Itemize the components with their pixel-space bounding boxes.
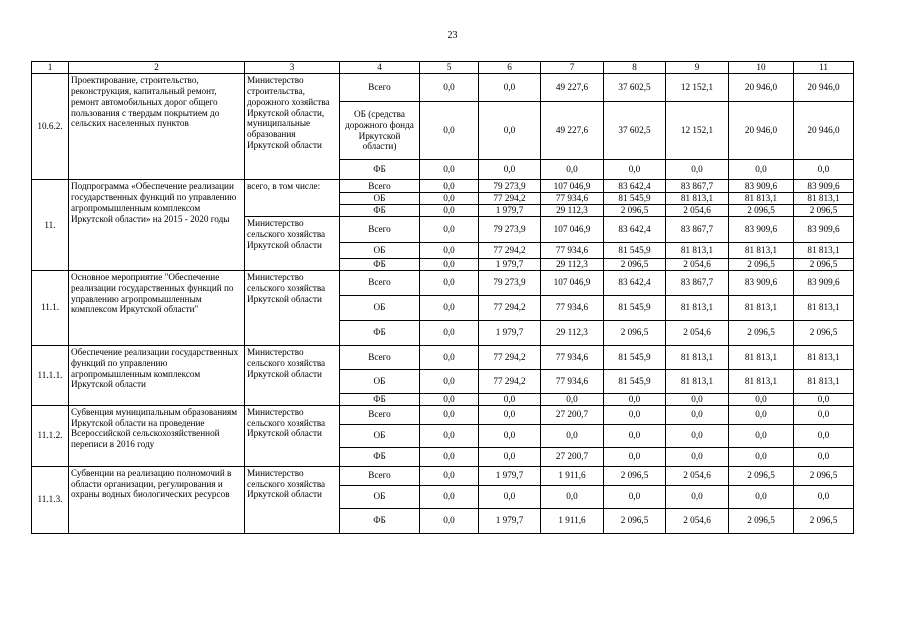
amount-cell: 0,0 xyxy=(794,393,854,405)
amount-cell: 2 096,5 xyxy=(729,466,794,485)
funding-source: ОБ xyxy=(340,295,420,320)
column-header: 8 xyxy=(604,62,666,74)
amount-cell: 2 054,6 xyxy=(666,320,729,345)
amount-cell: 77 294,2 xyxy=(479,193,541,205)
amount-cell: 1 979,7 xyxy=(479,466,541,485)
amount-cell: 0,0 xyxy=(541,160,604,180)
amount-cell: 0,0 xyxy=(794,160,854,180)
amount-cell: 83 909,6 xyxy=(729,180,794,193)
amount-cell: 81 813,1 xyxy=(794,295,854,320)
amount-cell: 77 934,6 xyxy=(541,295,604,320)
table-row xyxy=(32,466,854,485)
amount-cell: 79 273,9 xyxy=(479,216,541,242)
item-name: Субвенции на реализацию полномочий в области организации, регулирования и охраны водных биологических ресурсов xyxy=(69,466,245,533)
amount-cell: 81 813,1 xyxy=(729,242,794,258)
amount-cell: 81 813,1 xyxy=(729,345,794,369)
amount-cell: 77 294,2 xyxy=(479,345,541,369)
amount-cell: 83 909,6 xyxy=(794,180,854,193)
page-number: 23 xyxy=(447,30,458,41)
amount-cell: 81 545,9 xyxy=(604,295,666,320)
item-name: Обеспечение реализации государственных функций по управлению агропромышленным комплексом Иркутской области xyxy=(69,345,245,405)
funding-source: ФБ xyxy=(340,160,420,180)
funding-source: Всего xyxy=(340,466,420,485)
amount-cell: 37 602,5 xyxy=(604,74,666,102)
amount-cell: 2 054,6 xyxy=(666,466,729,485)
amount-cell: 1 911,6 xyxy=(541,508,604,533)
amount-cell: 0,0 xyxy=(420,74,479,102)
amount-cell: 81 813,1 xyxy=(666,345,729,369)
amount-cell: 81 545,9 xyxy=(604,242,666,258)
funding-source: ФБ xyxy=(340,393,420,405)
amount-cell: 29 112,3 xyxy=(541,258,604,270)
amount-cell: 0,0 xyxy=(604,393,666,405)
item-name: Основное мероприятие "Обеспечение реализации государственных функций по управлению агропромышленным комплексом Иркутской области" xyxy=(69,270,245,345)
amount-cell: 0,0 xyxy=(666,160,729,180)
amount-cell: 2 096,5 xyxy=(729,508,794,533)
amount-cell: 2 054,6 xyxy=(666,258,729,270)
amount-cell: 0,0 xyxy=(420,180,479,193)
amount-cell: 81 545,9 xyxy=(604,369,666,393)
funding-source: ОБ xyxy=(340,242,420,258)
amount-cell: 81 813,1 xyxy=(729,193,794,205)
funding-source: ФБ xyxy=(340,508,420,533)
item-number: 11. xyxy=(32,180,69,271)
amount-cell: 0,0 xyxy=(420,242,479,258)
item-name: Субвенция муниципальным образованиям Иркутской области на проведение Всероссийской сельскохозяйственной переписи в 2016 году xyxy=(69,405,245,466)
amount-cell: 77 934,6 xyxy=(541,345,604,369)
amount-cell: 83 642,4 xyxy=(604,216,666,242)
amount-cell: 0,0 xyxy=(604,447,666,466)
amount-cell: 1 979,7 xyxy=(479,320,541,345)
amount-cell: 0,0 xyxy=(479,160,541,180)
amount-cell: 0,0 xyxy=(604,424,666,447)
amount-cell: 0,0 xyxy=(541,424,604,447)
funding-source: ОБ xyxy=(340,369,420,393)
amount-cell: 0,0 xyxy=(420,216,479,242)
amount-cell: 0,0 xyxy=(666,485,729,508)
amount-cell: 79 273,9 xyxy=(479,270,541,295)
amount-cell: 107 046,9 xyxy=(541,270,604,295)
amount-cell: 81 813,1 xyxy=(666,193,729,205)
amount-cell: 83 867,7 xyxy=(666,216,729,242)
amount-cell: 77 934,6 xyxy=(541,193,604,205)
amount-cell: 0,0 xyxy=(420,369,479,393)
amount-cell: 2 096,5 xyxy=(794,466,854,485)
funding-source: Всего xyxy=(340,270,420,295)
amount-cell: 0,0 xyxy=(604,405,666,424)
amount-cell: 0,0 xyxy=(479,102,541,160)
amount-cell: 77 294,2 xyxy=(479,295,541,320)
funding-source: ОБ (средства дорожного фонда Иркутской области) xyxy=(340,102,420,160)
funding-source: Всего xyxy=(340,345,420,369)
amount-cell: 83 642,4 xyxy=(604,180,666,193)
item-number: 11.1.2. xyxy=(32,405,69,466)
amount-cell: 0,0 xyxy=(420,466,479,485)
column-header: 1 xyxy=(32,62,69,74)
amount-cell: 0,0 xyxy=(541,393,604,405)
amount-cell: 49 227,6 xyxy=(541,102,604,160)
table-row xyxy=(32,74,854,102)
amount-cell: 83 867,7 xyxy=(666,180,729,193)
executor: Министерство сельского хозяйства Иркутской области xyxy=(245,466,340,533)
amount-cell: 77 934,6 xyxy=(541,242,604,258)
amount-cell: 2 096,5 xyxy=(604,466,666,485)
column-header: 3 xyxy=(245,62,340,74)
item-number: 11.1. xyxy=(32,270,69,345)
column-header: 4 xyxy=(340,62,420,74)
amount-cell: 12 152,1 xyxy=(666,74,729,102)
amount-cell: 2 054,6 xyxy=(666,508,729,533)
amount-cell: 0,0 xyxy=(420,270,479,295)
amount-cell: 83 909,6 xyxy=(729,216,794,242)
amount-cell: 0,0 xyxy=(541,485,604,508)
amount-cell: 81 813,1 xyxy=(794,193,854,205)
amount-cell: 37 602,5 xyxy=(604,102,666,160)
funding-source: Всего xyxy=(340,74,420,102)
amount-cell: 0,0 xyxy=(794,405,854,424)
item-name: Проектирование, строительство, реконструкция, капитальный ремонт, ремонт автомобильных дорог общего пользования с твердым покрытием до сельских населенных пунктов xyxy=(69,74,245,180)
column-number-row xyxy=(32,62,854,74)
amount-cell: 0,0 xyxy=(479,485,541,508)
executor: Министерство строительства, дорожного хозяйства Иркутской области, муниципальные образования Иркутской области xyxy=(245,74,340,180)
amount-cell: 2 096,5 xyxy=(604,508,666,533)
amount-cell: 12 152,1 xyxy=(666,102,729,160)
amount-cell: 107 046,9 xyxy=(541,180,604,193)
amount-cell: 49 227,6 xyxy=(541,74,604,102)
amount-cell: 0,0 xyxy=(420,485,479,508)
amount-cell: 0,0 xyxy=(479,393,541,405)
amount-cell: 20 946,0 xyxy=(794,74,854,102)
amount-cell: 20 946,0 xyxy=(794,102,854,160)
amount-cell: 0,0 xyxy=(420,258,479,270)
amount-cell: 0,0 xyxy=(666,393,729,405)
amount-cell: 81 813,1 xyxy=(794,345,854,369)
amount-cell: 0,0 xyxy=(666,405,729,424)
column-header: 7 xyxy=(541,62,604,74)
amount-cell: 1 979,7 xyxy=(479,205,541,217)
amount-cell: 0,0 xyxy=(420,205,479,217)
executor: Министерство сельского хозяйства Иркутской области xyxy=(245,345,340,405)
amount-cell: 0,0 xyxy=(729,447,794,466)
amount-cell: 0,0 xyxy=(794,447,854,466)
amount-cell: 1 979,7 xyxy=(479,508,541,533)
amount-cell: 1 911,6 xyxy=(541,466,604,485)
amount-cell: 27 200,7 xyxy=(541,447,604,466)
budget-table xyxy=(31,61,854,534)
funding-source: ОБ xyxy=(340,193,420,205)
amount-cell: 0,0 xyxy=(729,485,794,508)
amount-cell: 0,0 xyxy=(420,295,479,320)
amount-cell: 2 096,5 xyxy=(794,320,854,345)
amount-cell: 0,0 xyxy=(604,160,666,180)
funding-source: ФБ xyxy=(340,205,420,217)
amount-cell: 0,0 xyxy=(794,424,854,447)
amount-cell: 0,0 xyxy=(420,447,479,466)
amount-cell: 83 642,4 xyxy=(604,270,666,295)
amount-cell: 77 294,2 xyxy=(479,369,541,393)
column-header: 9 xyxy=(666,62,729,74)
amount-cell: 0,0 xyxy=(420,102,479,160)
executor: Министерство сельского хозяйства Иркутской области xyxy=(245,216,340,270)
item-number: 11.1.1. xyxy=(32,345,69,405)
funding-source: ФБ xyxy=(340,258,420,270)
amount-cell: 77 934,6 xyxy=(541,369,604,393)
amount-cell: 0,0 xyxy=(420,320,479,345)
item-number: 10.6.2. xyxy=(32,74,69,180)
amount-cell: 0,0 xyxy=(420,193,479,205)
executor: всего, в том числе: xyxy=(245,180,340,217)
amount-cell: 2 096,5 xyxy=(729,258,794,270)
amount-cell: 0,0 xyxy=(666,447,729,466)
amount-cell: 83 867,7 xyxy=(666,270,729,295)
column-header: 6 xyxy=(479,62,541,74)
amount-cell: 0,0 xyxy=(420,160,479,180)
amount-cell: 81 813,1 xyxy=(666,295,729,320)
amount-cell: 0,0 xyxy=(479,447,541,466)
amount-cell: 20 946,0 xyxy=(729,74,794,102)
funding-source: ФБ xyxy=(340,320,420,345)
amount-cell: 83 909,6 xyxy=(794,216,854,242)
column-header: 11 xyxy=(794,62,854,74)
amount-cell: 0,0 xyxy=(420,393,479,405)
amount-cell: 83 909,6 xyxy=(729,270,794,295)
column-header: 10 xyxy=(729,62,794,74)
amount-cell: 81 813,1 xyxy=(794,242,854,258)
item-name: Подпрограмма «Обеспечение реализации государственных функций по управлению агропромышленным комплексом Иркутской области» на 2015 - 2020 годы xyxy=(69,180,245,271)
amount-cell: 2 096,5 xyxy=(604,320,666,345)
amount-cell: 2 096,5 xyxy=(604,205,666,217)
amount-cell: 81 813,1 xyxy=(666,369,729,393)
item-number: 11.1.3. xyxy=(32,466,69,533)
amount-cell: 2 096,5 xyxy=(604,258,666,270)
column-header: 2 xyxy=(69,62,245,74)
funding-source: ОБ xyxy=(340,485,420,508)
column-header: 5 xyxy=(420,62,479,74)
amount-cell: 81 813,1 xyxy=(794,369,854,393)
amount-cell: 0,0 xyxy=(604,485,666,508)
amount-cell: 81 813,1 xyxy=(729,369,794,393)
amount-cell: 0,0 xyxy=(420,405,479,424)
amount-cell: 2 096,5 xyxy=(729,205,794,217)
amount-cell: 81 545,9 xyxy=(604,193,666,205)
amount-cell: 0,0 xyxy=(420,345,479,369)
amount-cell: 79 273,9 xyxy=(479,180,541,193)
amount-cell: 2 054,6 xyxy=(666,205,729,217)
table-row xyxy=(32,405,854,424)
amount-cell: 81 813,1 xyxy=(666,242,729,258)
amount-cell: 0,0 xyxy=(479,424,541,447)
amount-cell: 2 096,5 xyxy=(794,205,854,217)
funding-source: Всего xyxy=(340,405,420,424)
funding-source: ФБ xyxy=(340,447,420,466)
amount-cell: 0,0 xyxy=(729,424,794,447)
amount-cell: 0,0 xyxy=(479,74,541,102)
amount-cell: 83 909,6 xyxy=(794,270,854,295)
amount-cell: 0,0 xyxy=(420,508,479,533)
executor: Министерство сельского хозяйства Иркутской области xyxy=(245,405,340,466)
executor: Министерство сельского хозяйства Иркутской области xyxy=(245,270,340,345)
funding-source: Всего xyxy=(340,216,420,242)
amount-cell: 2 096,5 xyxy=(794,258,854,270)
amount-cell: 0,0 xyxy=(729,405,794,424)
amount-cell: 81 545,9 xyxy=(604,345,666,369)
funding-source: Всего xyxy=(340,180,420,193)
amount-cell: 0,0 xyxy=(479,405,541,424)
amount-cell: 29 112,3 xyxy=(541,320,604,345)
amount-cell: 20 946,0 xyxy=(729,102,794,160)
table-row xyxy=(32,270,854,295)
amount-cell: 0,0 xyxy=(729,160,794,180)
amount-cell: 2 096,5 xyxy=(729,320,794,345)
table-row xyxy=(32,345,854,369)
funding-source: ОБ xyxy=(340,424,420,447)
amount-cell: 0,0 xyxy=(794,485,854,508)
amount-cell: 0,0 xyxy=(666,424,729,447)
amount-cell: 77 294,2 xyxy=(479,242,541,258)
amount-cell: 107 046,9 xyxy=(541,216,604,242)
table-row xyxy=(32,180,854,193)
amount-cell: 29 112,3 xyxy=(541,205,604,217)
amount-cell: 2 096,5 xyxy=(794,508,854,533)
amount-cell: 1 979,7 xyxy=(479,258,541,270)
amount-cell: 27 200,7 xyxy=(541,405,604,424)
amount-cell: 81 813,1 xyxy=(729,295,794,320)
amount-cell: 0,0 xyxy=(420,424,479,447)
amount-cell: 0,0 xyxy=(729,393,794,405)
